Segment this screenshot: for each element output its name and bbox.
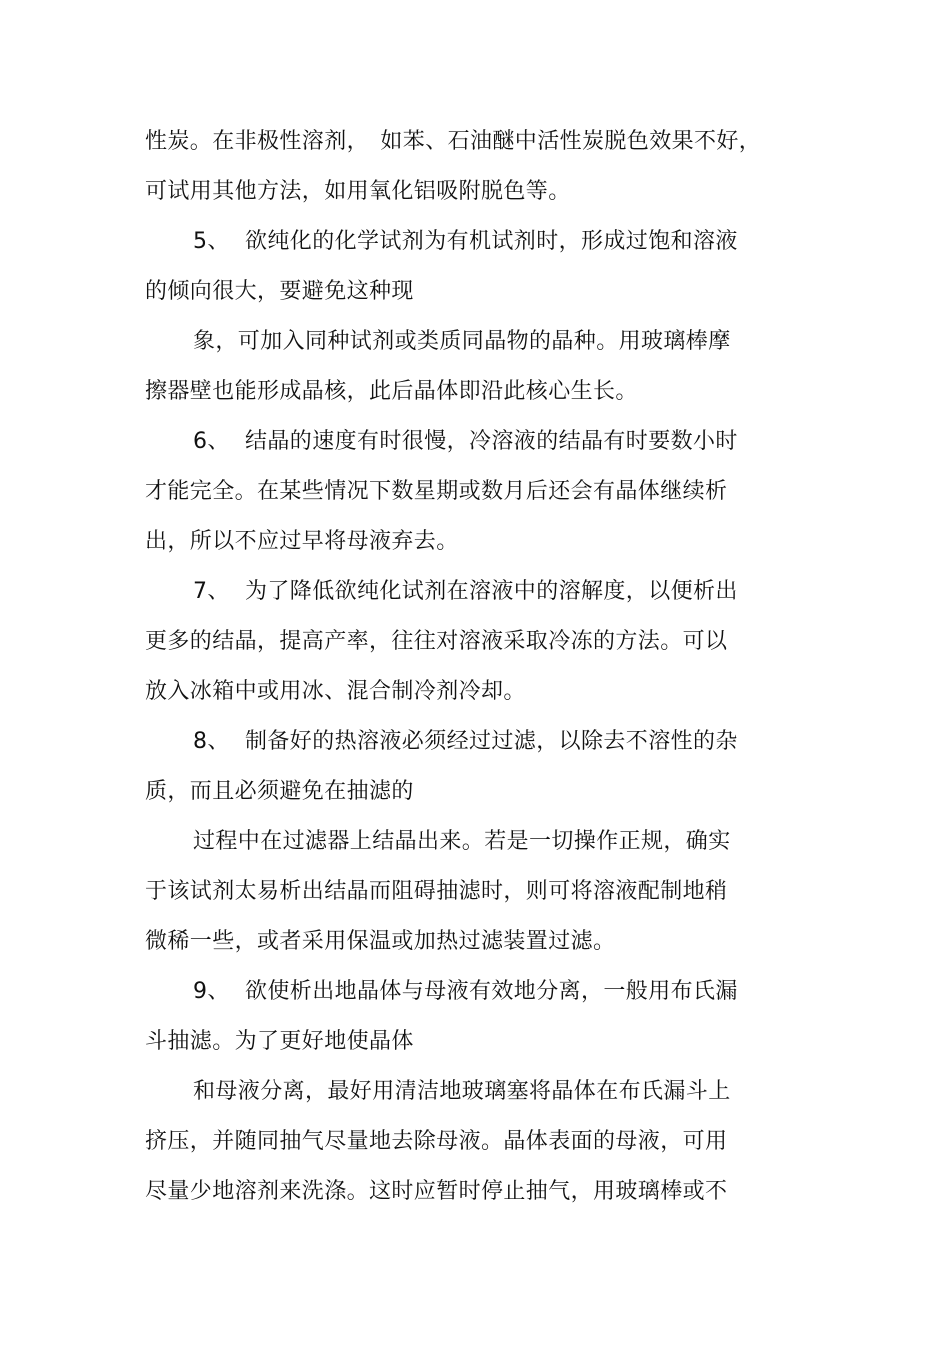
paragraph-line: 更多的结晶，提高产率，往往对溶液采取冷冻的方法。可以 bbox=[145, 629, 728, 654]
list-item-5 bbox=[193, 227, 738, 257]
list-item-7 bbox=[193, 577, 738, 607]
list-item-8 bbox=[193, 727, 738, 757]
paragraph-line: 质，而且必须避免在抽滤的 bbox=[145, 779, 414, 804]
paragraph-line: 微稀一些，或者采用保温或加热过滤装置过滤。 bbox=[145, 929, 616, 954]
paragraph-line: 过程中在过滤器上结晶出来。若是一切操作正规，确实 bbox=[193, 829, 731, 854]
paragraph-line: 尽量少地溶剂来洗涤。这时应暂时停止抽气，用玻璃棒或不 bbox=[145, 1179, 728, 1204]
paragraph-line: 象，可加入同种试剂或类质同晶物的晶种。用玻璃棒摩 bbox=[193, 329, 731, 354]
paragraph-line: 欲纯化的化学试剂为有机试剂时，形成过饱和溶液 bbox=[245, 229, 738, 254]
list-number: 7、 bbox=[193, 579, 230, 604]
paragraph-line: 结晶的速度有时很慢，冷溶液的结晶有时要数小时 bbox=[245, 429, 738, 454]
list-number: 8、 bbox=[193, 729, 230, 754]
paragraph-line: 制备好的热溶液必须经过过滤，以除去不溶性的杂 bbox=[245, 729, 738, 754]
paragraph-line: 擦器壁也能形成晶核，此后晶体即沿此核心生长。 bbox=[145, 379, 638, 404]
paragraph-line: 的倾向很大，要避免这种现 bbox=[145, 279, 414, 304]
list-item-9 bbox=[193, 977, 738, 1007]
paragraph-line: 于该试剂太易析出结晶而阻碍抽滤时，则可将溶液配制地稍 bbox=[145, 879, 728, 904]
list-number: 6、 bbox=[193, 429, 230, 454]
paragraph-line: 欲使析出地晶体与母液有效地分离，一般用布氏漏 bbox=[245, 979, 738, 1004]
paragraph-line: 放入冰箱中或用冰、混合制冷剂冷却。 bbox=[145, 679, 526, 704]
paragraph-line: 斗抽滤。为了更好地使晶体 bbox=[145, 1029, 414, 1054]
paragraph-line: 可试用其他方法，如用氧化铝吸附脱色等。 bbox=[145, 179, 571, 204]
paragraph-line: 为了降低欲纯化试剂在溶液中的溶解度，以便析出 bbox=[245, 579, 738, 604]
paragraph-line: 出，所以不应过早将母液弃去。 bbox=[145, 529, 459, 554]
list-number: 5、 bbox=[193, 229, 230, 254]
paragraph-line: 挤压，并随同抽气尽量地去除母液。晶体表面的母液，可用 bbox=[145, 1129, 728, 1154]
list-number: 9、 bbox=[193, 979, 230, 1004]
paragraph-line: 才能完全。在某些情况下数星期或数月后还会有晶体继续析 bbox=[145, 479, 728, 504]
paragraph-line: 和母液分离，最好用清洁地玻璃塞将晶体在布氏漏斗上 bbox=[193, 1079, 731, 1104]
paragraph-line: 性炭。在非极性溶剂， 如苯、石油醚中活性炭脱色效果不好， bbox=[145, 129, 762, 154]
list-item-6 bbox=[193, 427, 738, 457]
